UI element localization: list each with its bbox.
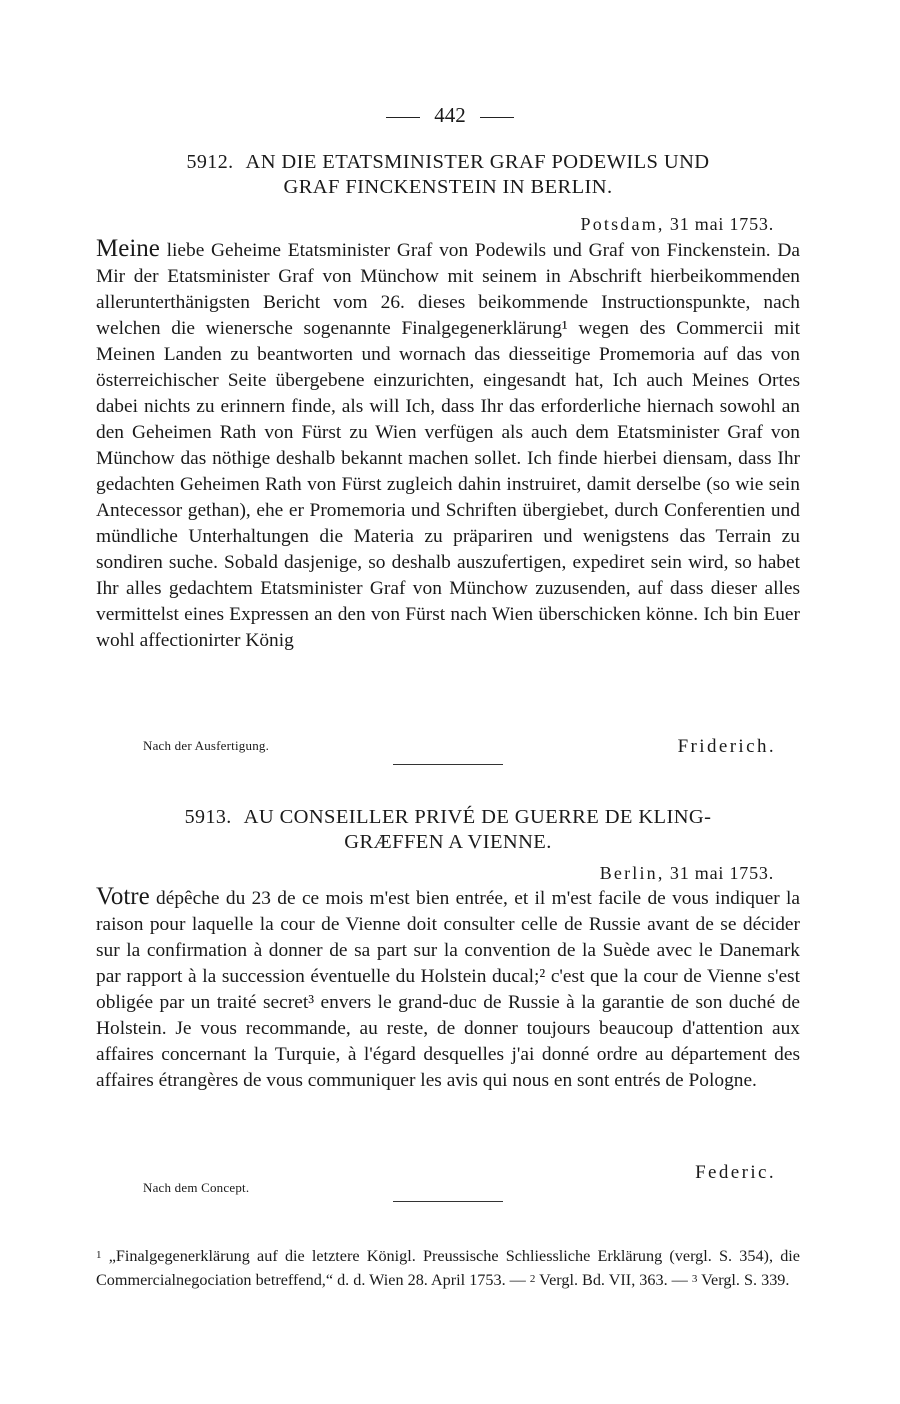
heading-text: AN DIE ETATSMINISTER GRAF PODEWILS UND bbox=[245, 151, 710, 173]
footnote-text: Vergl. S. 339. bbox=[697, 1271, 790, 1289]
heading-text: AU CONSEILLER PRIVÉ DE GUERRE DE KLING- bbox=[243, 806, 712, 828]
letter-heading-line1 bbox=[96, 150, 800, 175]
date-value: 31 mai 1753. bbox=[669, 214, 774, 234]
footnote-text: Vergl. Bd. VII, 363. — bbox=[535, 1271, 692, 1289]
letter-heading-5913 bbox=[96, 805, 800, 855]
letter-date-5912 bbox=[580, 214, 774, 235]
letter-body-text: dépêche du 23 de ce mois m'est bien entrée, et il m'est facile de vous indiquer la raison pour laquelle la cour de Vienne doit consulter celle de Russie avant de se décider sur la confirmation à donner de sa part sur la convention de la Suède avec le Danemark par rapport à la succession éventuelle du Holstein ducal;² c'est que la cour de Vienne s'est obligée par un traité secret³ envers le grand-duc de Russie à la garantie de son duché de Holstein. Je vous recommande, au reste, de donner toujours beaucoup d'attention aux affaires concernant la Turquie, à l'égard desquelles j'ai donné ordre au département des affaires étrangères de vous communiquer les avis qui nous en sont entrés de Pologne. bbox=[96, 888, 800, 1091]
footnotes bbox=[96, 1244, 800, 1292]
footnote-mark: 1 bbox=[96, 1249, 102, 1261]
letter-source-5912: Nach der Ausfertigung. bbox=[143, 738, 270, 753]
page-number-line bbox=[0, 103, 900, 128]
date-value: 31 mai 1753. bbox=[669, 863, 774, 883]
letter-heading-5912 bbox=[96, 150, 800, 200]
letter-signature-5913: Federic. bbox=[695, 1162, 776, 1183]
page-number-dash-left bbox=[386, 117, 420, 118]
footnote-mark: 2 bbox=[529, 1273, 536, 1285]
letter-heading-line2: GRAF FINCKENSTEIN IN BERLIN. bbox=[283, 176, 613, 198]
footnote-text: „Finalgegenerklärung auf die letztere Königl. Preussische Schliessliche Erklärung (vergl. S. 354), die Commercialnegociation betreffend,“ d. d. Wien 28. April 1753. — bbox=[96, 1247, 800, 1289]
letter-source-5913: Nach dem Concept. bbox=[143, 1180, 250, 1195]
letter-date-5913 bbox=[600, 863, 774, 884]
separator-rule bbox=[393, 1201, 503, 1202]
letter-heading-line2: GRÆFFEN A VIENNE. bbox=[344, 831, 552, 853]
letter-body-5912 bbox=[96, 236, 800, 654]
date-place: Potsdam, bbox=[580, 214, 665, 234]
page-number-dash-right bbox=[480, 117, 514, 118]
letter-first-word: Meine bbox=[96, 235, 160, 262]
letter-signature-5912: Friderich. bbox=[677, 736, 776, 757]
letter-number: 5912. bbox=[186, 151, 234, 173]
separator-rule bbox=[393, 764, 503, 765]
letter-body-5913 bbox=[96, 884, 800, 1094]
letter-heading-line1 bbox=[96, 805, 800, 830]
date-place: Berlin, bbox=[599, 863, 665, 883]
letter-first-word: Votre bbox=[96, 883, 150, 910]
letter-body-text: liebe Geheime Etatsminister Graf von Podewils und Graf von Finckenstein. Da Mir der Etatsminister Graf von Münchow mit seinem in Abschrift hierbeikommenden allerunterthänigsten Bericht vom 26. dieses beikommende Instructionspunkte, nach welchen die wienersche sogenannte Finalgegenerklärung¹ wegen des Commercii mit Meinen Landen zu beantworten und wornach das diesseitige Promemoria auf das von österreichischer Seite übergebene einzurichten, eingesandt hat, Ich auch Meines Ortes dabei nichts zu erinnern finde, als will Ich, dass Ihr das erforderliche hiernach sowohl an den Geheimen Rath von Fürst zu Wien verfügen als auch dem Etatsminister Graf von Münchow das nöthige deshalb bekannt machen sollet. Ich finde hierbei diensam, dass Ihr gedachten Geheimen Rath von Fürst zugleich dahin instruiret, damit derselbe (so wie sein Antecessor gethan), ehe er Promemoria und Schriften übergiebet, durch Conferentien und mündliche Unterhaltungen die Materia zu präpariren und wenigstens das Terrain zu sondiren suche. Sobald dasjenige, so deshalb auszufertigen, expediret sein wird, so habet Ihr alles gedachtem Etatsminister Graf von Münchow zuzusenden, auf dass dieser alles vermittelst eines Expressen an den von Fürst nach Wien überschicken könne. Ich bin Euer wohl affectionirter König bbox=[96, 240, 800, 651]
letter-number: 5913. bbox=[184, 806, 232, 828]
footnote-mark: 3 bbox=[691, 1273, 698, 1285]
page-number: 442 bbox=[434, 103, 466, 127]
